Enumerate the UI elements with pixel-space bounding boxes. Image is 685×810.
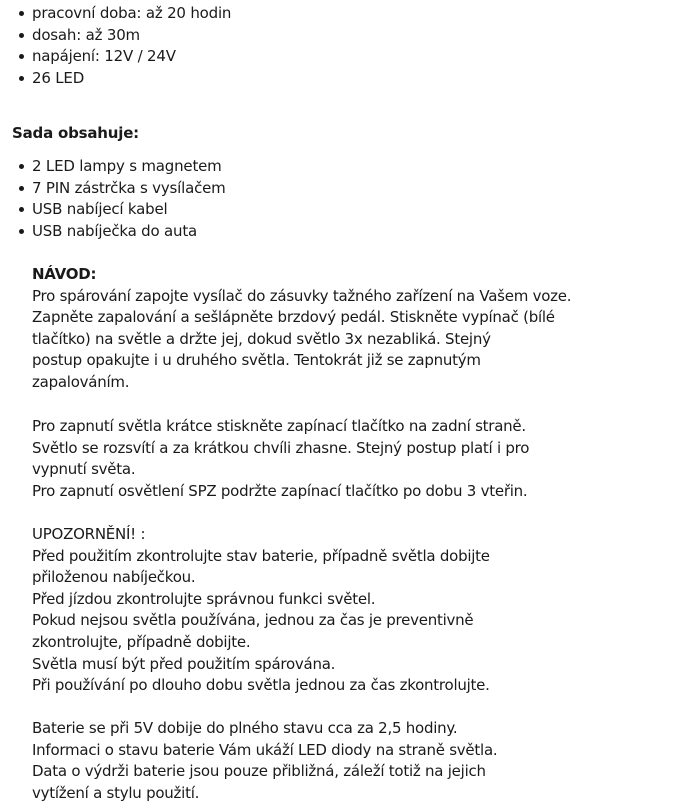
battery-section bbox=[32, 718, 497, 804]
power-line: Pro zapnutí osvětlení SPZ podržte zapínací tlačítko po dobu 3 vteřin. bbox=[32, 481, 528, 500]
warning-heading: UPOZORNĚNÍ! : bbox=[32, 525, 146, 543]
manual-pairing-line: tlačítko) na světle a držte jej, dokud světlo 3x nezabliká. Stejný bbox=[32, 329, 491, 348]
warning-line: Pokud nejsou světla používána, jednou za čas je preventivně bbox=[32, 611, 474, 630]
warning-line: Před použitím zkontrolujte stav baterie, případně světla dobijte bbox=[32, 546, 490, 565]
warning-section bbox=[32, 524, 490, 697]
package-item-cable: USB nabíjecí kabel bbox=[32, 200, 168, 218]
package-item-plug: 7 PIN zástrčka s vysílačem bbox=[32, 178, 226, 197]
specs-list-item bbox=[16, 25, 231, 47]
specs-list-item bbox=[16, 3, 231, 25]
power-line: vypnutí světa. bbox=[32, 460, 136, 479]
spec-working-time: pracovní doba: až 20 hodin bbox=[32, 4, 232, 22]
package-list-item bbox=[16, 221, 226, 243]
bullet-icon bbox=[19, 54, 24, 59]
specs-list-item bbox=[16, 68, 231, 90]
warning-line: Světla musí být před použitím spárována. bbox=[32, 654, 336, 673]
package-heading: Sada obsahuje: bbox=[12, 124, 139, 142]
battery-line: Informaci o stavu baterie Vám ukáží LED diody na straně světla. bbox=[32, 740, 498, 759]
warning-line: přiloženou nabíječkou. bbox=[32, 568, 196, 587]
bullet-icon bbox=[19, 11, 24, 16]
bullet-icon bbox=[19, 186, 24, 191]
manual-heading: NÁVOD: bbox=[32, 265, 97, 283]
warning-line: Při používání po dlouho dobu světla jednou za čas zkontrolujte. bbox=[32, 676, 490, 695]
spec-power: napájení: 12V / 24V bbox=[32, 47, 176, 65]
bullet-icon bbox=[19, 164, 24, 169]
bullet-icon bbox=[19, 229, 24, 234]
bullet-icon bbox=[19, 207, 24, 212]
bullet-icon bbox=[19, 33, 24, 38]
specs-list-item bbox=[16, 46, 231, 68]
manual-pairing-line: zapalováním. bbox=[32, 372, 130, 391]
package-list-item bbox=[16, 178, 226, 200]
warning-line: zkontrolujte, případně dobijte. bbox=[32, 632, 251, 651]
power-line: Pro zapnutí světla krátce stiskněte zapínací tlačítko na zadní straně. bbox=[32, 417, 526, 435]
package-list-item bbox=[16, 199, 226, 221]
manual-section bbox=[32, 264, 571, 394]
spec-led-count: 26 LED bbox=[32, 68, 85, 87]
package-contents-list bbox=[16, 156, 226, 242]
manual-pairing-line: Pro spárování zapojte vysílač do zásuvky tažného zařízení na Vašem voze. bbox=[32, 286, 572, 305]
specs-list bbox=[16, 3, 231, 89]
warning-line: Před jízdou zkontrolujte správnou funkci světel. bbox=[32, 589, 376, 608]
power-instructions bbox=[32, 416, 529, 502]
power-line: Světlo se rozsvítí a za krátkou chvíli zhasne. Stejný postup platí i pro bbox=[32, 438, 530, 457]
manual-pairing-line: Zapněte zapalování a sešlápněte brzdový pedál. Stiskněte vypínač (bílé bbox=[32, 308, 555, 327]
bullet-icon bbox=[19, 76, 24, 81]
package-item-lamps: 2 LED lampy s magnetem bbox=[32, 157, 222, 175]
battery-line: Baterie se při 5V dobije do plného stavu cca za 2,5 hodiny. bbox=[32, 719, 458, 737]
manual-pairing-line: postup opakujte i u druhého světla. Tentokrát již se zapnutým bbox=[32, 351, 481, 370]
package-item-charger: USB nabíječka do auta bbox=[32, 221, 198, 240]
battery-line: vytížení a stylu použití. bbox=[32, 783, 200, 802]
package-list-item bbox=[16, 156, 226, 178]
spec-range: dosah: až 30m bbox=[32, 25, 140, 44]
battery-line: Data o výdrži baterie jsou pouze přibližná, záleží totiž na jejich bbox=[32, 762, 486, 781]
